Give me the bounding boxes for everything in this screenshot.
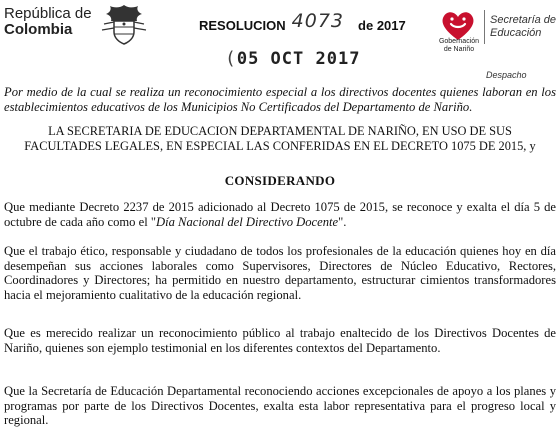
gobernacion-line-1: Gobernación [438, 38, 480, 45]
secretaria-line-2: Educación [490, 27, 542, 39]
paragraph-3: Que es merecido realizar un reconocimiento público al trabajo enaltecido de los Directivos Docentes de Nariño, quienes son ejemplo testimonial en los diferentes contextos del Departamento. [4, 326, 556, 355]
authority-line-1: LA SECRETARIA DE EDUCACION DEPARTAMENTAL DE NARIÑO, EN USO DE SUS [48, 124, 512, 138]
header-divider [484, 10, 485, 44]
despacho-label: Despacho [486, 70, 527, 80]
authority-statement [4, 124, 556, 153]
paragraph-1-start: Que mediante Decreto 2237 de 2015 adicionado al Decreto 1075 de 2015, se reconoce y exalta el día 5 de octubre de cada año como el " [4, 200, 556, 229]
resolution-subject: Por medio de la cual se realiza un reconocimiento especial a los directivos docentes quienes laboran en los establecimientos educativos de los Municipios No Certificados del Departamento de Nariño. [4, 85, 556, 114]
coat-of-arms-icon [100, 2, 148, 46]
brand-line-1: República de [4, 5, 92, 22]
date-stamp [225, 48, 360, 69]
resolution-number-handwritten: 4073 [291, 10, 345, 32]
resolution-label: RESOLUCION [199, 18, 286, 33]
secretaria-line-1: Secretaría de [490, 14, 557, 26]
stamp-open-paren: ( [225, 48, 237, 69]
paragraph-1-end: ". [338, 214, 347, 229]
paragraph-1 [4, 200, 556, 229]
resolution-year: de 2017 [358, 18, 406, 33]
considerando-heading: CONSIDERANDO [224, 173, 336, 188]
resolution-title [199, 10, 406, 35]
paragraph-4: Que la Secretaría de Educación Departamental reconociendo acciones excepcionales de apoyo a los planes y programas por parte de los Directivos Docentes, exalta esta labor representativa para el progreso local y regional. [4, 384, 556, 427]
date-stamp-text: 05 OCT 2017 [236, 49, 361, 69]
republica-colombia-brand [4, 6, 92, 38]
authority-line-2: FACULTADES LEGALES, EN ESPECIAL LAS CONFERIDAS EN EL DECRETO 1075 DE 2015, y [24, 138, 536, 153]
paragraph-2: Que el trabajo ético, responsable y ciudadano de todos los profesionales de la educación quienes hoy en día desempeñan sus acciones laborales como Supervisores, Directores de Núcleo Educativo, Rectores, Coordinadores y Directores; ha permitido en nuestro departamento, estructurar cimientos transformadores hacia el mejoramiento cualitativo de la educación regional. [4, 244, 556, 302]
secretaria-educacion-label [490, 14, 556, 40]
paragraph-1-italic: Día Nacional del Directivo Docente [156, 214, 339, 229]
gobernacion-line-2: de Nariño [443, 46, 475, 53]
brand-line-2: Colombia [4, 21, 73, 38]
gobernacion-label [428, 38, 490, 54]
